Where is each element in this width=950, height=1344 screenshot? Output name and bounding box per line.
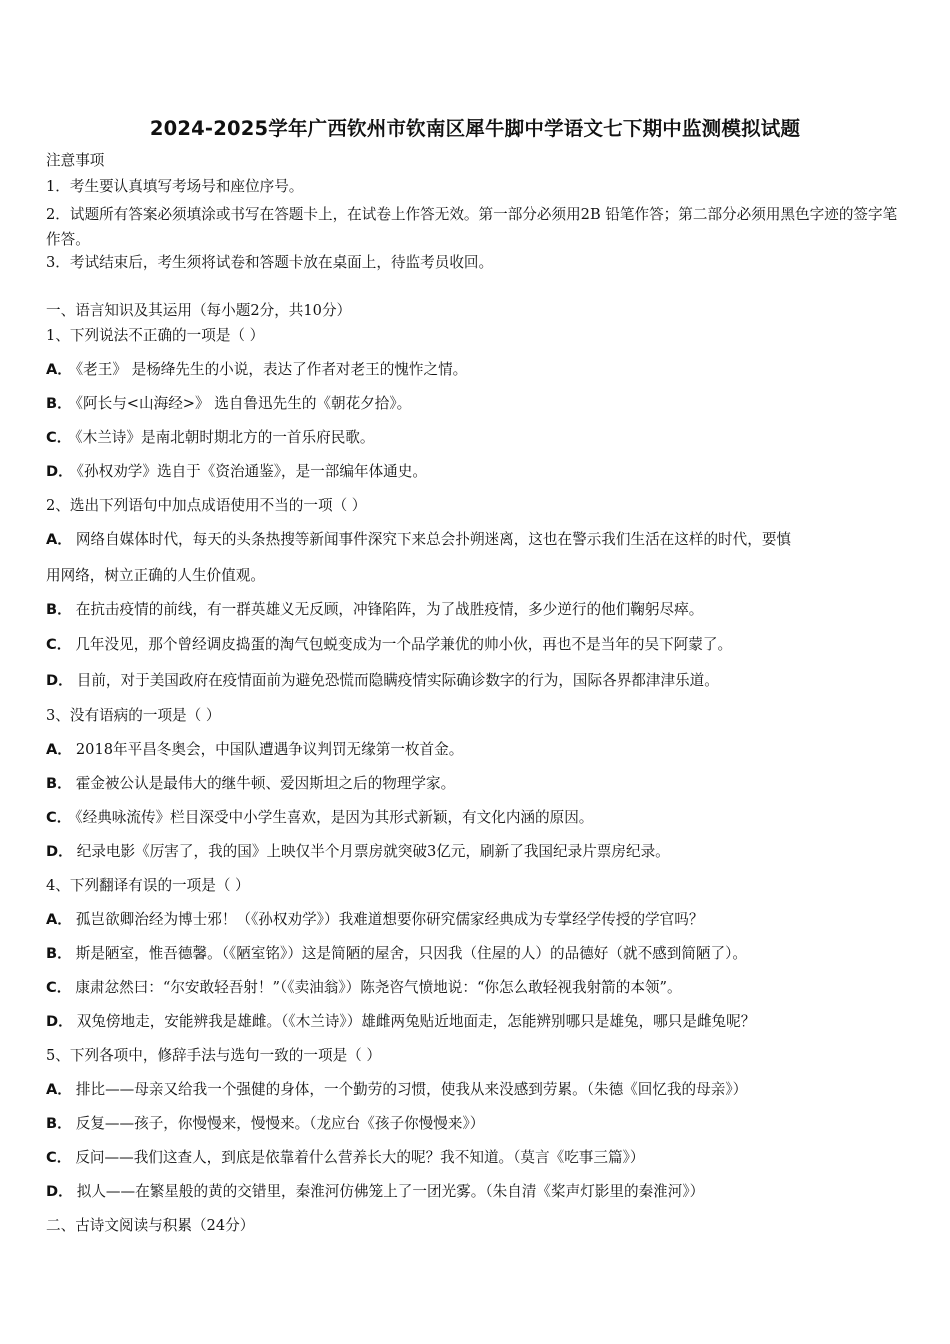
option-text: 。 bbox=[688, 601, 704, 618]
option-text: 纪录电影《厉害了，我的国》上映仅半个月票房就突破3亿元，刷新了我国纪录片票房纪录。 bbox=[76, 843, 670, 860]
dotted-idiom: 扑朔迷离 bbox=[455, 531, 514, 548]
option-text: 网络自媒体时代，每天的头条热搜等新闻事件深究下来总会 bbox=[75, 531, 456, 548]
q2-option-d bbox=[46, 671, 719, 691]
dotted-idiom: 津津乐道 bbox=[645, 672, 705, 689]
q3-option-b bbox=[46, 774, 455, 794]
exam-title: 2024-2025学年广西钦州市钦南区犀牛脚中学语文七下期中监测模拟试题 bbox=[149, 117, 801, 140]
option-text: 几年没见，那个曾经调皮捣蛋的淘气包蜕变成为一个品学兼优的帅小伙，再也不是当年的 bbox=[75, 636, 645, 653]
section-2-heading: 二、古诗文阅读与积累（24分） bbox=[46, 1217, 255, 1234]
option-text: 。 bbox=[704, 672, 719, 689]
q4-option-d bbox=[46, 1012, 755, 1032]
notice-item-1: 1．考生要认真填写考场号和座位序号。 bbox=[46, 178, 304, 195]
dotted-idiom: 鞠躬尽瘁 bbox=[630, 601, 689, 618]
q3-stem: 3、没有语病的一项是（ ） bbox=[46, 707, 221, 724]
option-label: C． bbox=[46, 979, 72, 996]
option-label: A． bbox=[46, 361, 72, 378]
q1-option-c bbox=[46, 428, 374, 448]
option-text: 双兔傍地走，安能辨我是雄雌。（《木兰诗》）雄雌两兔贴近地面走，怎能辨别哪只是雄兔，哪只是雌兔呢？ bbox=[76, 1013, 756, 1030]
q1-option-a bbox=[46, 360, 467, 380]
option-text: ，这也在警示我们生活在这样的时代，要慎 bbox=[513, 531, 792, 548]
option-label: A． bbox=[46, 741, 72, 758]
q3-option-d bbox=[46, 842, 670, 862]
notice-item-2: 2．试题所有答案必须填涂或书写在答题卡上，在试卷上作答无效。第一部分必须用2B 铅笔作答；第二部分必须用黑色字迹的签字笔作答。 bbox=[46, 206, 898, 248]
option-text: 《木兰诗》是南北朝时期北方的一首乐府民歌。 bbox=[75, 429, 375, 446]
option-label: A． bbox=[46, 531, 72, 548]
option-label: B． bbox=[46, 1115, 72, 1132]
option-label: D． bbox=[46, 672, 73, 689]
q1-stem: 1、下列说法不正确的一项是（ ） bbox=[46, 327, 265, 344]
option-label: D． bbox=[46, 1183, 73, 1200]
q1-option-d bbox=[46, 462, 427, 482]
q4-option-a bbox=[46, 910, 703, 930]
q2-option-a bbox=[46, 530, 791, 550]
notice-heading: 注意事项 bbox=[46, 152, 105, 169]
option-label: C． bbox=[46, 429, 72, 446]
q2-option-a-continued: 用网络，树立正确的人生价值观。 bbox=[46, 567, 265, 584]
q2-stem: 2、选出下列语句中加点成语使用不当的一项（ ） bbox=[46, 497, 367, 514]
q5-option-d bbox=[46, 1182, 704, 1202]
q4-option-c bbox=[46, 978, 682, 998]
dotted-idiom: 吴下阿蒙 bbox=[644, 636, 703, 653]
notice-item-3: 3．考试结束后，考生须将试卷和答题卡放在桌面上，待监考员收回。 bbox=[46, 254, 494, 271]
option-text: 斯是陋室，惟吾德馨。（《陋室铭》）这是简陋的屋舍，只因我（住屋的人）的品德好（就不感到简陋了）。 bbox=[75, 945, 748, 962]
option-label: B． bbox=[46, 775, 72, 792]
q3-option-c bbox=[46, 808, 593, 828]
q5-option-a bbox=[46, 1080, 747, 1100]
option-label: D． bbox=[46, 843, 73, 860]
option-label: A． bbox=[46, 911, 72, 928]
option-label: B． bbox=[46, 945, 72, 962]
option-label: B． bbox=[46, 601, 72, 618]
option-text: 《经典咏流传》栏目深受中小学生喜欢，是因为其形式新颖，有文化内涵的原因。 bbox=[75, 809, 594, 826]
option-label: D． bbox=[46, 463, 73, 480]
option-text: 孤岂欲卿治经为博士邪！（《孙权劝学》）我难道想要你研究儒家经典成为专掌经学传授的学官吗？ bbox=[75, 911, 704, 928]
option-label: A． bbox=[46, 1081, 72, 1098]
option-text: 反问——我们这查人，到底是依靠着什么营养长大的呢？我不知道。（莫言《吃事三篇》） bbox=[75, 1149, 645, 1166]
option-text: 目前，对于美国政府在疫情面前为避免恐慌而隐瞒疫情实际确诊数字的行为，国际各界都 bbox=[76, 672, 646, 689]
option-label: C． bbox=[46, 636, 72, 653]
q1-option-b bbox=[46, 394, 411, 414]
option-text: 康肃忿然曰：“尔安敢轻吾射！”（《卖油翁》）陈尧咨气愤地说：“你怎么敢轻视我射箭的本领”。 bbox=[75, 979, 682, 996]
option-text: 了。 bbox=[702, 636, 733, 653]
option-label: C． bbox=[46, 809, 72, 826]
q3-option-a bbox=[46, 740, 463, 760]
q4-stem: 4、下列翻译有误的一项是（ ） bbox=[46, 877, 250, 894]
option-text: 霍金被公认是最伟大的继牛顿、爱因斯坦之后的物理学家。 bbox=[75, 775, 456, 792]
option-text: 《阿长与<山海经>》 选自鲁迅先生的《朝花夕拾》。 bbox=[75, 395, 412, 412]
option-text: 排比——母亲又给我一个强健的身体，一个勤劳的习惯，使我从来没感到劳累。（朱德《回忆我的母亲》） bbox=[75, 1081, 748, 1098]
option-text: 反复——孩子，你慢慢来，慢慢来。（龙应台《孩子你慢慢来》） bbox=[75, 1115, 485, 1132]
option-text: 《孙权劝学》选自于《资治通鉴》，是一部编年体通史。 bbox=[76, 463, 427, 480]
option-label: D． bbox=[46, 1013, 73, 1030]
q2-option-b bbox=[46, 600, 703, 620]
q2-option-c bbox=[46, 635, 732, 655]
q4-option-b bbox=[46, 944, 747, 964]
option-label: C． bbox=[46, 1149, 72, 1166]
option-text: 《老王》 是杨绛先生的小说，表达了作者对老王的愧怍之情。 bbox=[75, 361, 468, 378]
option-text: 拟人——在繁星般的黄的交错里，秦淮河仿佛笼上了一团光雾。（朱自清《桨声灯影里的秦淮河》） bbox=[76, 1183, 705, 1200]
q5-option-b bbox=[46, 1114, 484, 1134]
option-text: 2018年平昌冬奥会，中国队遭遇争议判罚无缘第一枚首金。 bbox=[75, 741, 464, 758]
option-label: B． bbox=[46, 395, 72, 412]
section-1-heading: 一、语言知识及其运用（每小题2分，共10分） bbox=[46, 302, 352, 319]
q5-stem: 5、下列各项中，修辞手法与选句一致的一项是（ ） bbox=[46, 1047, 381, 1064]
option-text: 在抗击疫情的前线，有一群英雄义无反顾，冲锋陷阵，为了战胜疫情，多少逆行的他们 bbox=[75, 601, 631, 618]
q5-option-c bbox=[46, 1148, 644, 1168]
